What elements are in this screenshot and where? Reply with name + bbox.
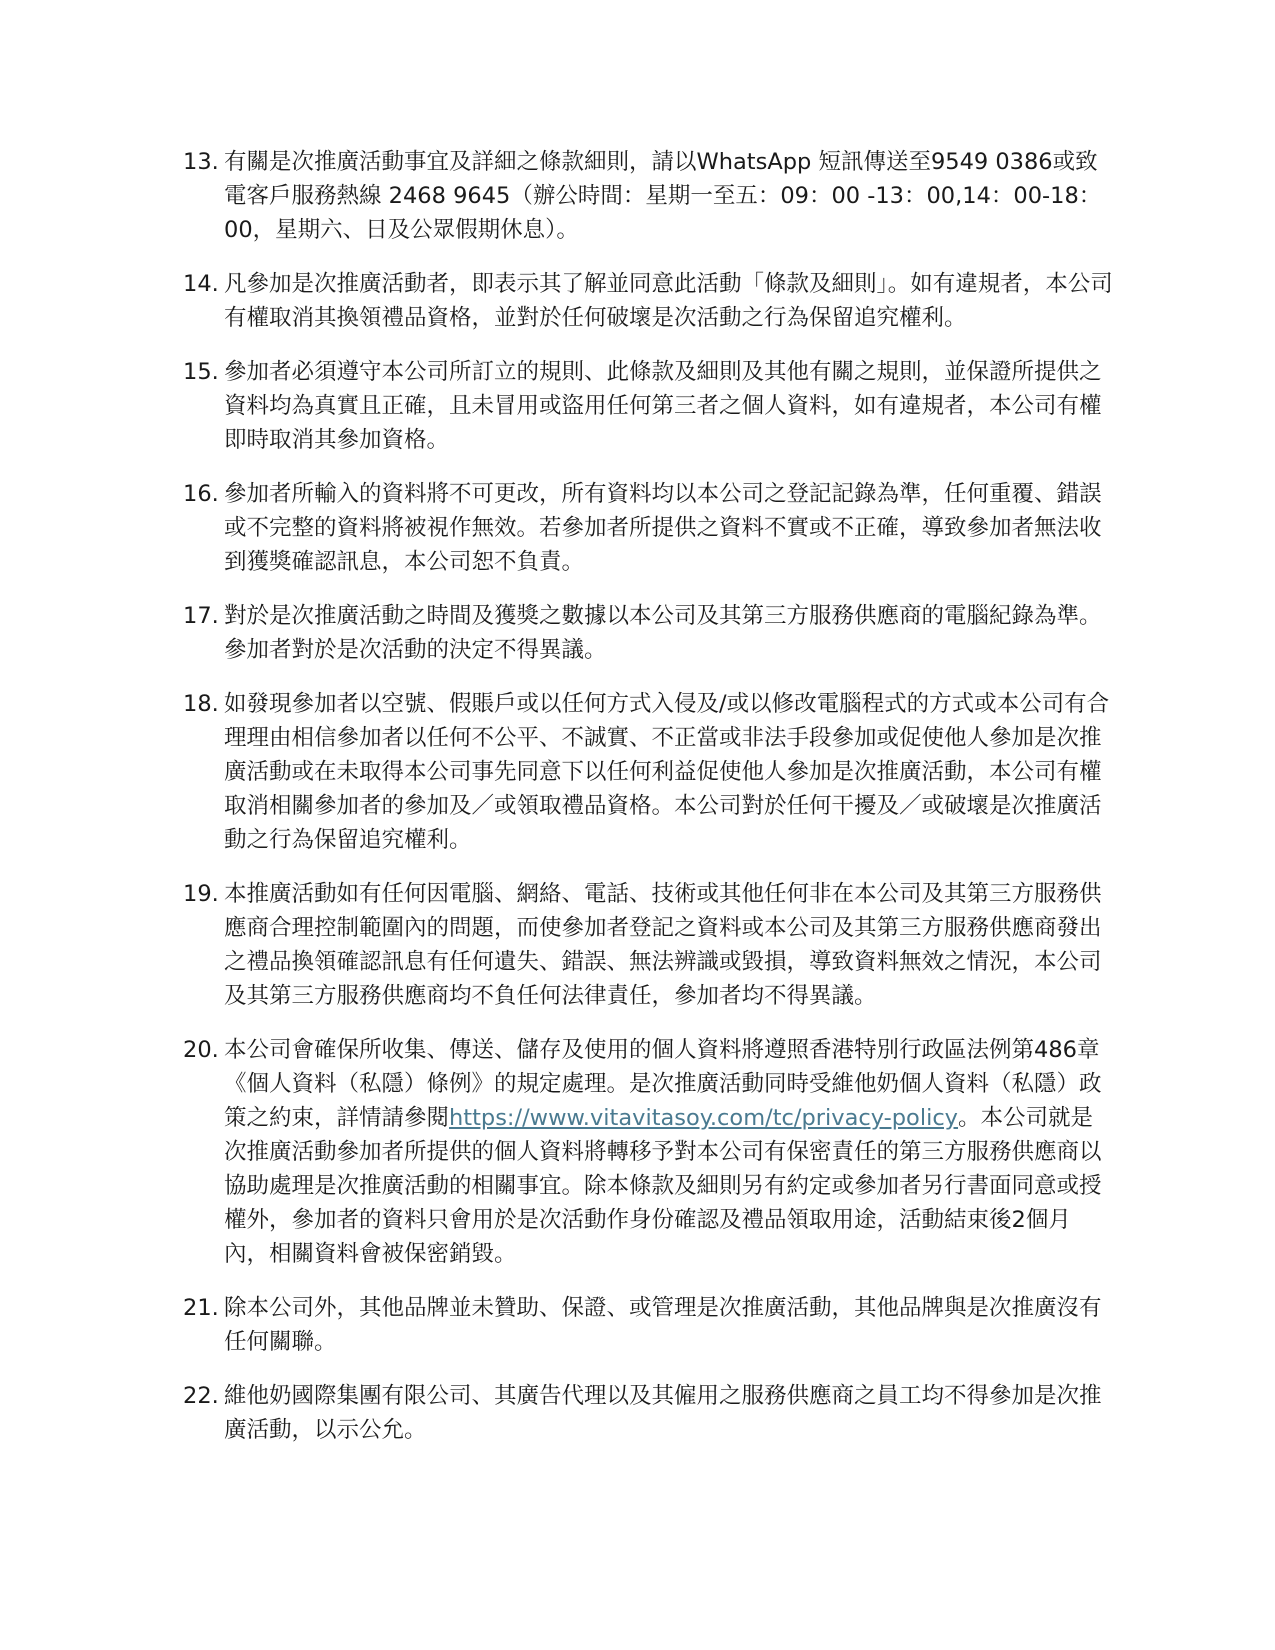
clause-number: 22. (183, 1383, 219, 1409)
clause-number: 16. (183, 481, 219, 507)
clause-text: 維他奶國際集團有限公司、其廣告代理以及其僱用之服務供應商之員工均不得參加是次推廣活動，以示公允。 (224, 1383, 1102, 1443)
clause-16 (183, 477, 1113, 579)
clause-22 (183, 1379, 1113, 1447)
clause-18 (183, 687, 1113, 857)
clause-text: 有關是次推廣活動事宜及詳細之條款細則，請以WhatsApp 短訊傳送至9549 0386或致電客戶服務熱線 2468 9645（辦公時間：星期一至五：09：00 -13：00,14：00-18：00，星期六、日及公眾假期休息）。 (224, 149, 1102, 243)
clause-text: 除本公司外，其他品牌並未贊助、保證、或管理是次推廣活動，其他品牌與是次推廣沒有任何關聯。 (224, 1295, 1102, 1355)
clause-19 (183, 877, 1113, 1013)
clause-number: 20. (183, 1037, 219, 1063)
clause-number: 15. (183, 359, 219, 385)
clause-text: 對於是次推廣活動之時間及獲獎之數據以本公司及其第三方服務供應商的電腦紀錄為準。參加者對於是次活動的決定不得異議。 (224, 603, 1102, 663)
clause-text-after-link: 。本公司就是次推廣活動參加者所提供的個人資料將轉移予對本公司有保密責任的第三方服務供應商以協助處理是次推廣活動的相關事宜。除本條款及細則另有約定或參加者另行書面同意或授權外，參加者的資料只會用於是次活動作身份確認及禮品領取用途，活動結束後2個月內，相關資料會被保密銷毀。 (224, 1105, 1102, 1267)
clause-13 (183, 145, 1113, 247)
clause-text: 如發現參加者以空號、假賬戶或以任何方式入侵及/或以修改電腦程式的方式或本公司有合理理由相信參加者以任何不公平、不誠實、不正當或非法手段參加或促使他人參加是次推廣活動或在未取得本公司事先同意下以任何利益促使他人參加是次推廣活動，本公司有權取消相關參加者的參加及／或領取禮品資格。本公司對於任何干擾及／或破壞是次推廣活動之行為保留追究權利。 (224, 691, 1110, 853)
clause-number: 17. (183, 603, 219, 629)
clause-number: 19. (183, 881, 219, 907)
clause-text: 參加者必須遵守本公司所訂立的規則、此條款及細則及其他有關之規則，並保證所提供之資料均為真實且正確，且未冒用或盜用任何第三者之個人資料，如有違規者，本公司有權即時取消其參加資格。 (224, 359, 1102, 453)
clause-text: 參加者所輸入的資料將不可更改，所有資料均以本公司之登記記錄為準，任何重覆、錯誤或不完整的資料將被視作無效。若參加者所提供之資料不實或不正確，導致參加者無法收到獲獎確認訊息，本公司恕不負責。 (224, 481, 1102, 575)
clause-text: 凡參加是次推廣活動者，即表示其了解並同意此活動「條款及細則」。如有違規者，本公司有權取消其換領禮品資格，並對於任何破壞是次活動之行為保留追究權利。 (224, 271, 1113, 331)
clause-number: 14. (183, 271, 219, 297)
clause-text: 本推廣活動如有任何因電腦、網絡、電話、技術或其他任何非在本公司及其第三方服務供應商合理控制範圍內的問題，而使參加者登記之資料或本公司及其第三方服務供應商發出之禮品換領確認訊息有任何遺失、錯誤、無法辨識或毀損，導致資料無效之情況，本公司及其第三方服務供應商均不負任何法律責任，參加者均不得異議。 (224, 881, 1102, 1009)
clause-20 (183, 1033, 1113, 1271)
clause-number: 13. (183, 149, 219, 175)
clause-text (224, 1033, 1113, 1271)
clause-21 (183, 1291, 1113, 1359)
privacy-policy-link[interactable]: https://www.vitavitasoy.com/tc/privacy-policy (449, 1105, 959, 1131)
clause-number: 21. (183, 1295, 219, 1321)
clause-14 (183, 267, 1113, 335)
clause-17 (183, 599, 1113, 667)
terms-document (183, 145, 1113, 1467)
clause-number: 18. (183, 691, 219, 717)
clause-text-before-link: 本公司會確保所收集、傳送、儲存及使用的個人資料將遵照香港特別行政區法例第486章《個人資料（私隱）條例》的規定處理。是次推廣活動同時受維他奶個人資料（私隱）政策之約束，詳情請參閱 (224, 1037, 1102, 1131)
clause-15 (183, 355, 1113, 457)
